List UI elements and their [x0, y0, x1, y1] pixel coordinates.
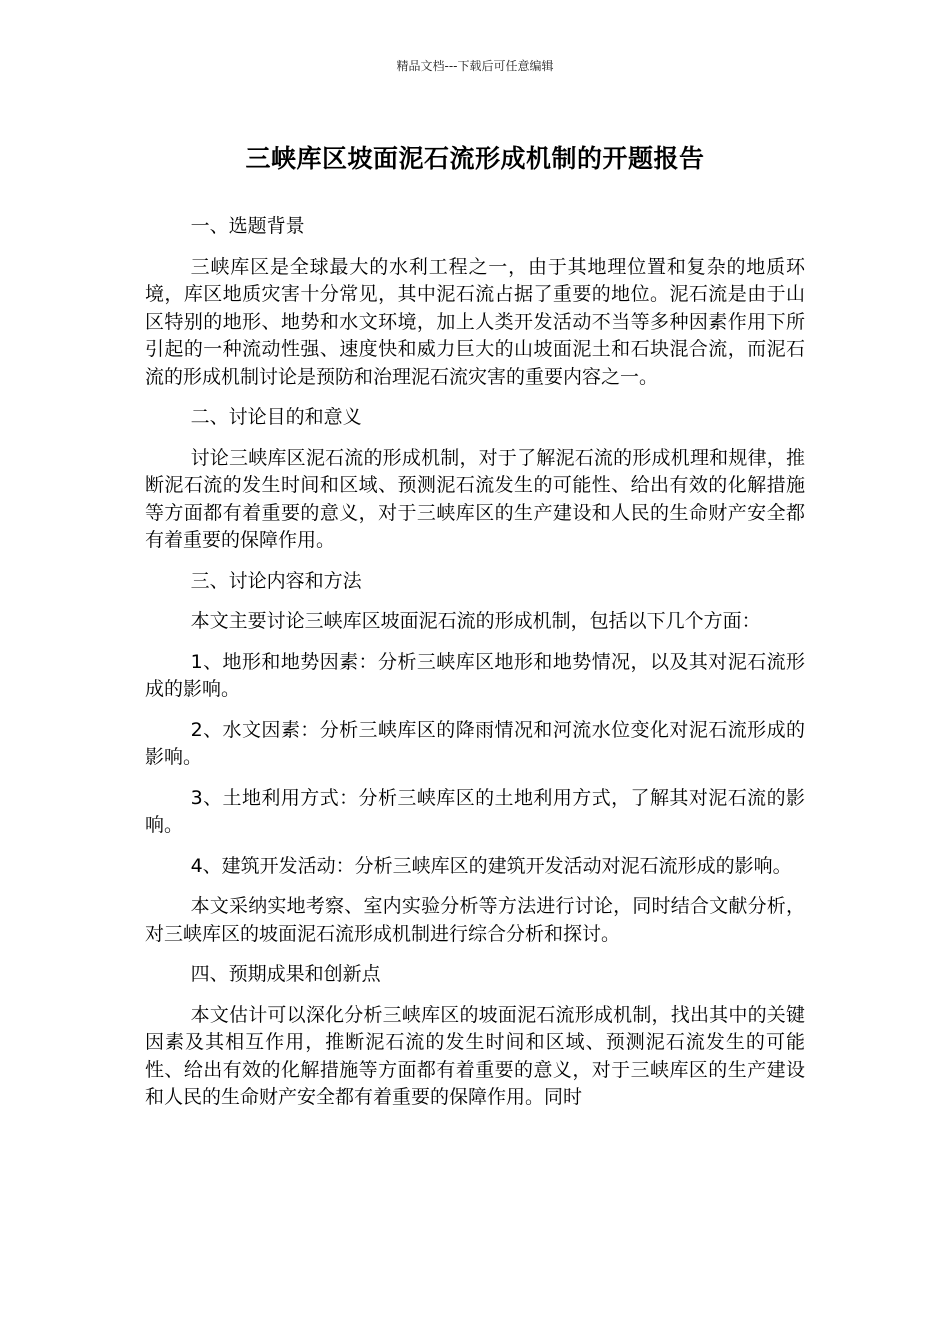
paragraph-outcomes: 本文估计可以深化分析三峡库区的坡面泥石流形成机制，找出其中的关键因素及其相互作用，推断泥石流的发生时间和区域、预测泥石流发生的可能性、给出有效的化解措施等方面都有着重要的意义，对于三峡库区的生产建设和人民的生命财产安全都有着重要的保障作用。同时: [145, 1003, 805, 1108]
section-heading-methods: 三、讨论内容和方法: [190, 569, 362, 592]
paragraph-methods-intro: 本文主要讨论三峡库区坡面泥石流的形成机制，包括以下几个方面：: [190, 610, 761, 632]
list-item-construction: 4、建筑开发活动：分析三峡库区的建筑开发活动对泥石流形成的影响。: [190, 854, 792, 877]
section-heading-outcomes: 四、预期成果和创新点: [190, 963, 381, 985]
paragraph-background: 三峡库区是全球最大的水利工程之一，由于其地理位置和复杂的地质环境，库区地质灾害十分常见，其中泥石流占据了重要的地位。泥石流是由于山区特别的地形、地势和水文环境，加上人类开发活动不当等多种因素作用下所引起的一种流动性强、速度快和威力巨大的山坡面泥土和石块混合流，而泥石流的形成机制讨论是预防和治理泥石流灾害的重要内容之一。: [145, 255, 805, 388]
paragraph-purpose: 讨论三峡库区泥石流的形成机制，对于了解泥石流的形成机理和规律，推断泥石流的发生时间和区域、预测泥石流发生的可能性、给出有效的化解措施等方面都有着重要的意义，对于三峡库区的生产建设和人民的生命财产安全都有着重要的保障作用。: [145, 446, 805, 551]
list-item-land-use: 3、土地利用方式：分析三峡库区的土地利用方式，了解其对泥石流的影响。: [145, 786, 805, 836]
list-item-hydrology: 2、水文因素：分析三峡库区的降雨情况和河流水位变化对泥石流形成的影响。: [145, 718, 805, 768]
section-heading-purpose: 二、讨论目的和意义: [190, 406, 362, 428]
document-title: 三峡库区坡面泥石流形成机制的开题报告: [245, 144, 705, 173]
paragraph-methods-approach: 本文采纳实地考察、室内实验分析等方法进行讨论，同时结合文献分析，对三峡库区的坡面泥石流形成机制进行综合分析和探讨。: [145, 895, 805, 945]
document-body: [145, 213, 805, 1125]
section-heading-background: 一、选题背景: [190, 215, 305, 237]
header-note: 精品文档---下载后可任意编辑: [396, 59, 554, 73]
list-item-terrain: 1、地形和地势因素：分析三峡库区地形和地势情况，以及其对泥石流形成的影响。: [145, 650, 805, 700]
